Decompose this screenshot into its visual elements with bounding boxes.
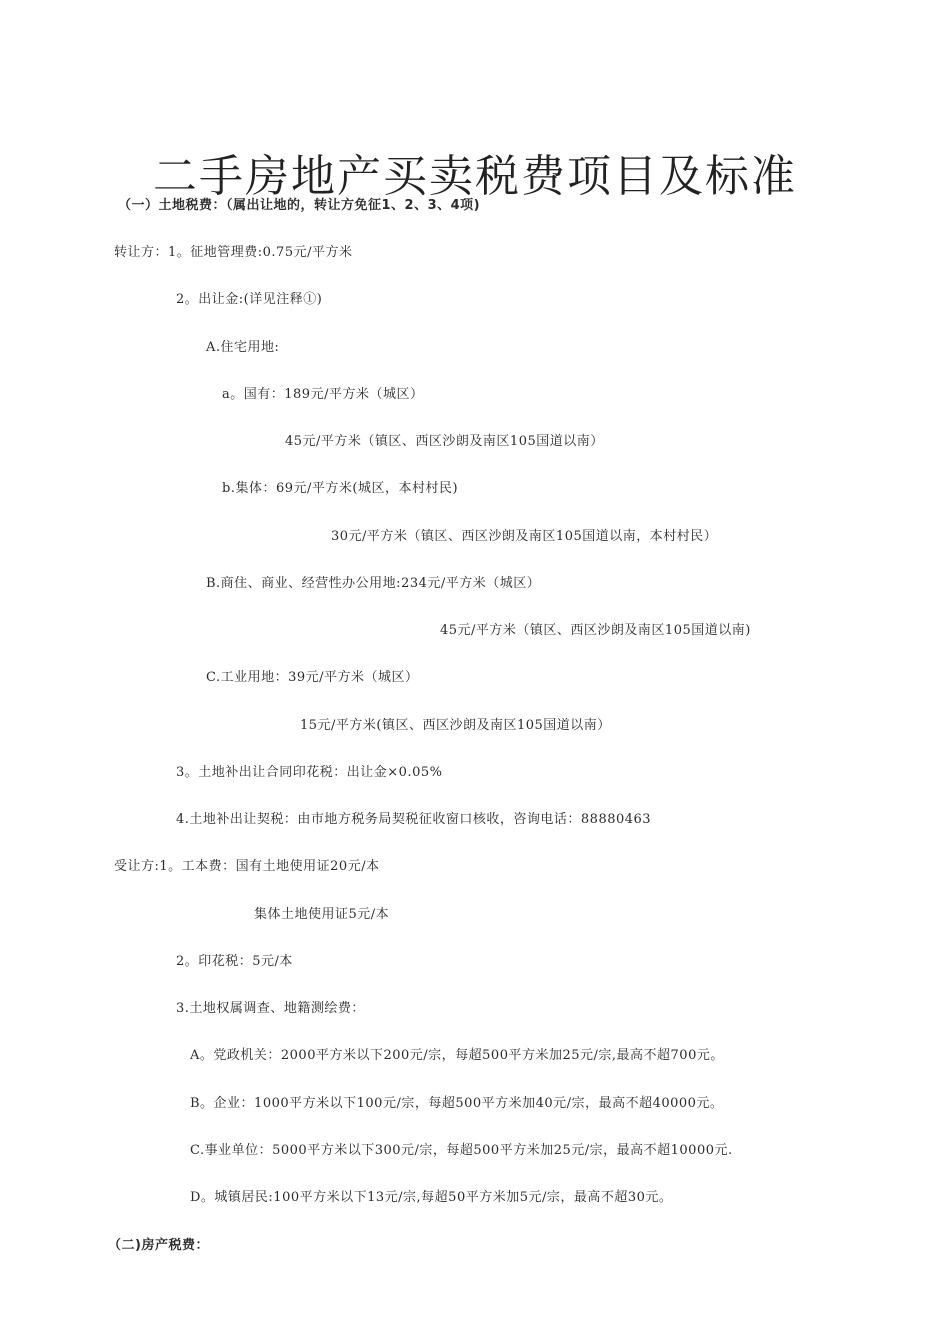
residential-land-heading: A.住宅用地: <box>206 340 280 355</box>
collective-rate-town: 30元/平方米（镇区、西区沙朗及南区105国道以南，本村村民） <box>331 529 718 544</box>
state-owned-rate-town: 45元/平方米（镇区、西区沙朗及南区105国道以南） <box>285 434 604 449</box>
transferee-item-3: 3.土地权属调查、地籍测绘费： <box>176 1001 365 1016</box>
state-owned-rate-city: a。国有：189元/平方米（城区） <box>222 387 424 402</box>
transferee-item-1-collective: 集体土地使用证5元/本 <box>254 907 390 922</box>
survey-fee-enterprise: B。企业：1000平方米以下100元/宗，每超500平方米加40元/宗，最高不超40000元。 <box>190 1096 724 1111</box>
page-title: 二手房地产买卖税费项目及标准 <box>153 151 797 203</box>
commercial-rate-city: B.商住、商业、经营性办公用地:234元/平方米（城区） <box>206 576 541 591</box>
survey-fee-residents: D。城镇居民:100平方米以下13元/宗,每超50平方米加5元/宗，最高不超30元。 <box>190 1190 673 1205</box>
industrial-rate-city: C.工业用地：39元/平方米（城区） <box>206 670 419 685</box>
section-2-heading: （二)房产税费： <box>108 1238 209 1253</box>
transferor-item-4: 4.土地补出让契税：由市地方税务局契税征收窗口核收，咨询电话：88880463 <box>176 812 652 827</box>
transferor-item-2: 2。出让金:(详见注释①) <box>176 292 323 307</box>
collective-rate-city: b.集体：69元/平方米(城区，本村村民) <box>222 481 459 496</box>
survey-fee-institution: C.事业单位：5000平方米以下300元/宗，每超500平方米加25元/宗，最高不超10000元. <box>190 1143 733 1158</box>
transferor-item-3: 3。土地补出让合同印花税：出让金×0.05% <box>176 765 443 780</box>
commercial-rate-town: 45元/平方米（镇区、西区沙朗及南区105国道以南) <box>440 623 751 638</box>
industrial-rate-town: 15元/平方米(镇区、西区沙朗及南区105国道以南） <box>300 718 611 733</box>
transferee-item-1: 受让方:1。工本费：国有土地使用证20元/本 <box>114 859 380 874</box>
section-1-heading: （一）土地税费：（属出让地的，转让方免征1、2、3、4项) <box>118 198 481 213</box>
transferor-item-1: 转让方：1。征地管理费:0.75元/平方米 <box>114 245 353 260</box>
transferee-item-2: 2。印花税：5元/本 <box>176 954 293 969</box>
survey-fee-government: A。党政机关：2000平方米以下200元/宗，每超500平方米加25元/宗,最高不超700元。 <box>190 1048 724 1063</box>
